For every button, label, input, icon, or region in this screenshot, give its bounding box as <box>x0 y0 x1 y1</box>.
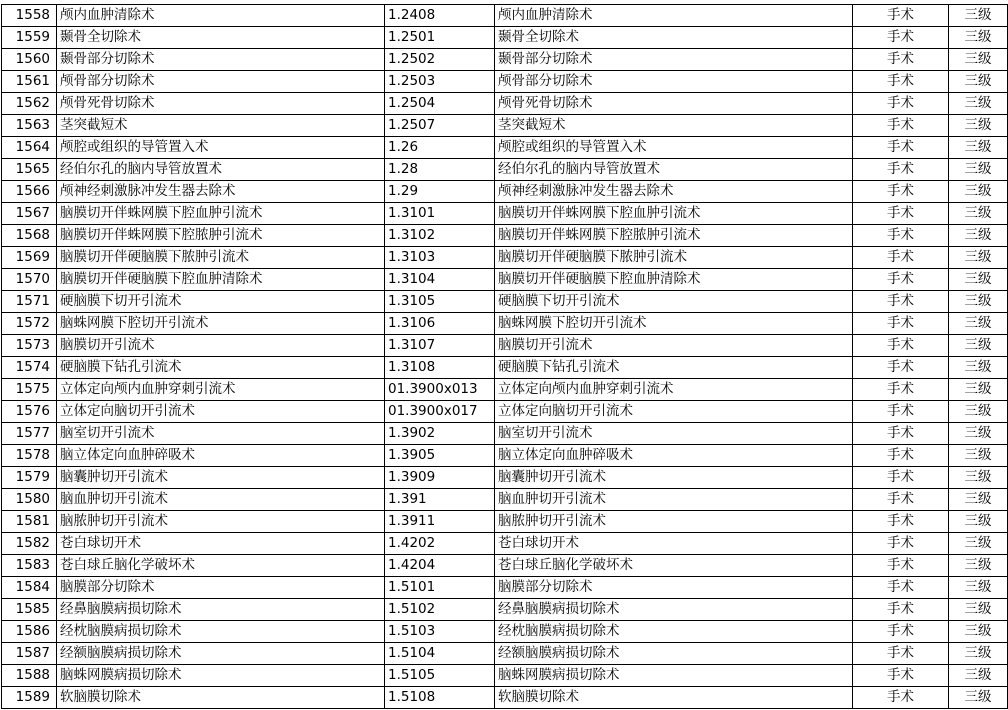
procedure-type-cell[interactable]: 手术 <box>853 115 949 137</box>
row-number-cell[interactable]: 1560 <box>2 49 57 71</box>
procedure-code-cell[interactable]: 1.3101 <box>385 203 495 225</box>
row-number-cell[interactable]: 1578 <box>2 445 57 467</box>
table-row <box>2 181 1008 203</box>
procedure-level-cell[interactable]: 三级 <box>949 247 1008 269</box>
procedure-name-standard-cell[interactable]: 软脑膜切除术 <box>495 687 853 709</box>
procedure-name-cell[interactable]: 脑立体定向血肿碎吸术 <box>57 445 385 467</box>
procedure-type-cell[interactable]: 手术 <box>853 643 949 665</box>
procedure-name-standard-cell[interactable]: 颞骨全切除术 <box>495 27 853 49</box>
table-row <box>2 401 1008 423</box>
table-row <box>2 643 1008 665</box>
procedure-name-cell[interactable]: 立体定向颅内血肿穿刺引流术 <box>57 379 385 401</box>
table-row <box>2 445 1008 467</box>
table-row <box>2 577 1008 599</box>
procedure-name-standard-cell[interactable]: 脑蛛网膜病损切除术 <box>495 665 853 687</box>
procedure-level-cell[interactable]: 三级 <box>949 467 1008 489</box>
procedure-code-cell[interactable]: 1.2501 <box>385 27 495 49</box>
procedure-name-cell[interactable]: 茎突截短术 <box>57 115 385 137</box>
procedure-name-standard-cell[interactable]: 硬脑膜下切开引流术 <box>495 291 853 313</box>
table-row <box>2 335 1008 357</box>
procedure-name-cell[interactable]: 脑膜切开伴蛛网膜下腔血肿引流术 <box>57 203 385 225</box>
table-row <box>2 621 1008 643</box>
table-row <box>2 71 1008 93</box>
procedure-code-cell[interactable]: 1.3104 <box>385 269 495 291</box>
row-number-cell[interactable]: 1573 <box>2 335 57 357</box>
procedure-name-standard-cell[interactable]: 颅腔或组织的导管置入术 <box>495 137 853 159</box>
table-row <box>2 489 1008 511</box>
procedure-code-cell[interactable]: 1.3902 <box>385 423 495 445</box>
row-number-cell[interactable]: 1577 <box>2 423 57 445</box>
procedure-name-standard-cell[interactable]: 经额脑膜病损切除术 <box>495 643 853 665</box>
procedure-name-standard-cell[interactable]: 经鼻脑膜病损切除术 <box>495 599 853 621</box>
procedure-code-cell[interactable]: 1.391 <box>385 489 495 511</box>
procedure-name-standard-cell[interactable]: 硬脑膜下钻孔引流术 <box>495 357 853 379</box>
procedure-type-cell[interactable]: 手术 <box>853 401 949 423</box>
table-row <box>2 555 1008 577</box>
table-row <box>2 159 1008 181</box>
procedure-level-cell[interactable]: 三级 <box>949 599 1008 621</box>
procedure-code-cell[interactable]: 1.5104 <box>385 643 495 665</box>
row-number-cell[interactable]: 1589 <box>2 687 57 709</box>
table-row <box>2 203 1008 225</box>
procedure-level-cell[interactable]: 三级 <box>949 379 1008 401</box>
procedure-level-cell[interactable]: 三级 <box>949 533 1008 555</box>
procedure-level-cell[interactable]: 三级 <box>949 489 1008 511</box>
procedure-type-cell[interactable]: 手术 <box>853 467 949 489</box>
procedure-name-standard-cell[interactable]: 脑膜切开伴蛛网膜下腔血肿引流术 <box>495 203 853 225</box>
procedure-type-cell[interactable]: 手术 <box>853 159 949 181</box>
table-row <box>2 5 1008 27</box>
procedure-code-cell[interactable]: 1.26 <box>385 137 495 159</box>
procedure-code-cell[interactable]: 1.3905 <box>385 445 495 467</box>
procedure-name-standard-cell[interactable]: 脑囊肿切开引流术 <box>495 467 853 489</box>
procedure-name-standard-cell[interactable]: 脑立体定向血肿碎吸术 <box>495 445 853 467</box>
procedure-code-cell[interactable]: 01.3900x017 <box>385 401 495 423</box>
procedure-level-cell[interactable]: 三级 <box>949 291 1008 313</box>
table-row <box>2 27 1008 49</box>
procedure-level-cell[interactable]: 三级 <box>949 115 1008 137</box>
procedure-name-cell[interactable]: 硬脑膜下切开引流术 <box>57 291 385 313</box>
procedure-level-cell[interactable]: 三级 <box>949 357 1008 379</box>
procedure-name-cell[interactable]: 脑膜切开伴硬脑膜下脓肿引流术 <box>57 247 385 269</box>
procedure-level-cell[interactable]: 三级 <box>949 335 1008 357</box>
row-number-cell[interactable]: 1569 <box>2 247 57 269</box>
procedure-type-cell[interactable]: 手术 <box>853 269 949 291</box>
procedure-level-cell[interactable]: 三级 <box>949 665 1008 687</box>
procedure-code-cell[interactable]: 1.2503 <box>385 71 495 93</box>
procedure-code-cell[interactable]: 1.3909 <box>385 467 495 489</box>
procedure-type-cell[interactable]: 手术 <box>853 335 949 357</box>
procedure-type-cell[interactable]: 手术 <box>853 533 949 555</box>
table-row <box>2 49 1008 71</box>
row-number-cell[interactable]: 1583 <box>2 555 57 577</box>
procedure-code-cell[interactable]: 1.4202 <box>385 533 495 555</box>
procedure-name-standard-cell[interactable]: 脑膜切开伴硬脑膜下脓肿引流术 <box>495 247 853 269</box>
procedure-name-cell[interactable]: 脑膜切开伴蛛网膜下腔脓肿引流术 <box>57 225 385 247</box>
procedure-name-standard-cell[interactable]: 颅内血肿清除术 <box>495 5 853 27</box>
procedure-type-cell[interactable]: 手术 <box>853 5 949 27</box>
procedure-code-cell[interactable]: 1.28 <box>385 159 495 181</box>
procedure-name-standard-cell[interactable]: 颅神经刺激脉冲发生器去除术 <box>495 181 853 203</box>
procedure-name-cell[interactable]: 苍白球丘脑化学破坏术 <box>57 555 385 577</box>
procedure-type-cell[interactable]: 手术 <box>853 203 949 225</box>
procedure-name-standard-cell[interactable]: 脑膜切开伴硬脑膜下腔血肿清除术 <box>495 269 853 291</box>
row-number-cell[interactable]: 1580 <box>2 489 57 511</box>
row-number-cell[interactable]: 1576 <box>2 401 57 423</box>
table-row <box>2 423 1008 445</box>
procedure-code-cell[interactable]: 1.3103 <box>385 247 495 269</box>
procedure-name-standard-cell[interactable]: 立体定向脑切开引流术 <box>495 401 853 423</box>
table-row <box>2 467 1008 489</box>
procedure-name-cell[interactable]: 脑膜切开引流术 <box>57 335 385 357</box>
procedure-name-cell[interactable]: 脑蛛网膜下腔切开引流术 <box>57 313 385 335</box>
row-number-cell[interactable]: 1588 <box>2 665 57 687</box>
row-number-cell[interactable]: 1582 <box>2 533 57 555</box>
table-row <box>2 687 1008 709</box>
row-number-cell[interactable]: 1571 <box>2 291 57 313</box>
procedure-level-cell[interactable]: 三级 <box>949 423 1008 445</box>
procedure-name-cell[interactable]: 脑室切开引流术 <box>57 423 385 445</box>
procedure-level-cell[interactable]: 三级 <box>949 687 1008 709</box>
procedure-name-cell[interactable]: 颅腔或组织的导管置入术 <box>57 137 385 159</box>
procedure-name-standard-cell[interactable]: 颞骨部分切除术 <box>495 49 853 71</box>
row-number-cell[interactable]: 1572 <box>2 313 57 335</box>
procedure-table <box>1 4 1008 709</box>
procedure-type-cell[interactable]: 手术 <box>853 445 949 467</box>
procedure-type-cell[interactable]: 手术 <box>853 665 949 687</box>
procedure-type-cell[interactable]: 手术 <box>853 27 949 49</box>
procedure-level-cell[interactable]: 三级 <box>949 71 1008 93</box>
procedure-name-cell[interactable]: 经枕脑膜病损切除术 <box>57 621 385 643</box>
procedure-code-cell[interactable]: 1.3107 <box>385 335 495 357</box>
procedure-code-cell[interactable]: 01.3900x013 <box>385 379 495 401</box>
procedure-level-cell[interactable]: 三级 <box>949 555 1008 577</box>
table-row <box>2 357 1008 379</box>
table-row <box>2 115 1008 137</box>
procedure-level-cell[interactable]: 三级 <box>949 401 1008 423</box>
procedure-type-cell[interactable]: 手术 <box>853 489 949 511</box>
procedure-name-cell[interactable]: 脑囊肿切开引流术 <box>57 467 385 489</box>
procedure-type-cell[interactable]: 手术 <box>853 577 949 599</box>
procedure-name-cell[interactable]: 硬脑膜下钻孔引流术 <box>57 357 385 379</box>
table-row <box>2 137 1008 159</box>
procedure-type-cell[interactable]: 手术 <box>853 137 949 159</box>
procedure-level-cell[interactable]: 三级 <box>949 643 1008 665</box>
row-number-cell[interactable]: 1587 <box>2 643 57 665</box>
procedure-type-cell[interactable]: 手术 <box>853 313 949 335</box>
procedure-name-cell[interactable]: 软脑膜切除术 <box>57 687 385 709</box>
row-number-cell[interactable]: 1558 <box>2 5 57 27</box>
table-row <box>2 511 1008 533</box>
procedure-code-cell[interactable]: 1.3105 <box>385 291 495 313</box>
procedure-level-cell[interactable]: 三级 <box>949 313 1008 335</box>
procedure-code-cell[interactable]: 1.2507 <box>385 115 495 137</box>
procedure-name-standard-cell[interactable]: 经伯尔孔的脑内导管放置术 <box>495 159 853 181</box>
procedure-name-standard-cell[interactable]: 脑血肿切开引流术 <box>495 489 853 511</box>
procedure-type-cell[interactable]: 手术 <box>853 357 949 379</box>
procedure-type-cell[interactable]: 手术 <box>853 291 949 313</box>
procedure-code-cell[interactable]: 1.2504 <box>385 93 495 115</box>
procedure-name-cell[interactable]: 脑血肿切开引流术 <box>57 489 385 511</box>
procedure-level-cell[interactable]: 三级 <box>949 5 1008 27</box>
table-row <box>2 599 1008 621</box>
procedure-level-cell[interactable]: 三级 <box>949 159 1008 181</box>
procedure-name-cell[interactable]: 颅神经刺激脉冲发生器去除术 <box>57 181 385 203</box>
procedure-name-cell[interactable]: 颞骨全切除术 <box>57 27 385 49</box>
row-number-cell[interactable]: 1566 <box>2 181 57 203</box>
procedure-name-standard-cell[interactable]: 脑膜切开伴蛛网膜下腔脓肿引流术 <box>495 225 853 247</box>
table-row <box>2 313 1008 335</box>
row-number-cell[interactable]: 1563 <box>2 115 57 137</box>
procedure-name-standard-cell[interactable]: 脑膜部分切除术 <box>495 577 853 599</box>
row-number-cell[interactable]: 1567 <box>2 203 57 225</box>
procedure-level-cell[interactable]: 三级 <box>949 445 1008 467</box>
table-row <box>2 225 1008 247</box>
row-number-cell[interactable]: 1559 <box>2 27 57 49</box>
procedure-type-cell[interactable]: 手术 <box>853 511 949 533</box>
procedure-name-standard-cell[interactable]: 茎突截短术 <box>495 115 853 137</box>
procedure-name-cell[interactable]: 颞骨部分切除术 <box>57 49 385 71</box>
procedure-name-cell[interactable]: 经鼻脑膜病损切除术 <box>57 599 385 621</box>
procedure-level-cell[interactable]: 三级 <box>949 225 1008 247</box>
row-number-cell[interactable]: 1568 <box>2 225 57 247</box>
procedure-level-cell[interactable]: 三级 <box>949 93 1008 115</box>
procedure-name-standard-cell[interactable]: 脑蛛网膜下腔切开引流术 <box>495 313 853 335</box>
row-number-cell[interactable]: 1562 <box>2 93 57 115</box>
procedure-code-cell[interactable]: 1.3102 <box>385 225 495 247</box>
procedure-type-cell[interactable]: 手术 <box>853 379 949 401</box>
procedure-code-cell[interactable]: 1.5103 <box>385 621 495 643</box>
table-row <box>2 93 1008 115</box>
procedure-code-cell[interactable]: 1.5105 <box>385 665 495 687</box>
procedure-type-cell[interactable]: 手术 <box>853 687 949 709</box>
procedure-code-cell[interactable]: 1.2408 <box>385 5 495 27</box>
procedure-name-cell[interactable]: 颅骨部分切除术 <box>57 71 385 93</box>
procedure-name-cell[interactable]: 脑蛛网膜病损切除术 <box>57 665 385 687</box>
procedure-level-cell[interactable]: 三级 <box>949 577 1008 599</box>
row-number-cell[interactable]: 1581 <box>2 511 57 533</box>
procedure-code-cell[interactable]: 1.3108 <box>385 357 495 379</box>
row-number-cell[interactable]: 1561 <box>2 71 57 93</box>
procedure-code-cell[interactable]: 1.5101 <box>385 577 495 599</box>
procedure-level-cell[interactable]: 三级 <box>949 27 1008 49</box>
procedure-name-standard-cell[interactable]: 经枕脑膜病损切除术 <box>495 621 853 643</box>
procedure-code-cell[interactable]: 1.3106 <box>385 313 495 335</box>
procedure-level-cell[interactable]: 三级 <box>949 511 1008 533</box>
procedure-name-standard-cell[interactable]: 立体定向颅内血肿穿刺引流术 <box>495 379 853 401</box>
procedure-name-cell[interactable]: 脑膜切开伴硬脑膜下腔血肿清除术 <box>57 269 385 291</box>
row-number-cell[interactable]: 1570 <box>2 269 57 291</box>
procedure-type-cell[interactable]: 手术 <box>853 247 949 269</box>
procedure-type-cell[interactable]: 手术 <box>853 181 949 203</box>
procedure-level-cell[interactable]: 三级 <box>949 181 1008 203</box>
procedure-level-cell[interactable]: 三级 <box>949 49 1008 71</box>
procedure-code-cell[interactable]: 1.29 <box>385 181 495 203</box>
procedure-name-cell[interactable]: 脑脓肿切开引流术 <box>57 511 385 533</box>
procedure-type-cell[interactable]: 手术 <box>853 49 949 71</box>
procedure-name-cell[interactable]: 经伯尔孔的脑内导管放置术 <box>57 159 385 181</box>
table-row <box>2 291 1008 313</box>
procedure-name-standard-cell[interactable]: 颅骨死骨切除术 <box>495 93 853 115</box>
row-number-cell[interactable]: 1564 <box>2 137 57 159</box>
procedure-type-cell[interactable]: 手术 <box>853 599 949 621</box>
procedure-name-cell[interactable]: 颅内血肿清除术 <box>57 5 385 27</box>
row-number-cell[interactable]: 1584 <box>2 577 57 599</box>
procedure-type-cell[interactable]: 手术 <box>853 555 949 577</box>
table-row <box>2 247 1008 269</box>
procedure-name-cell[interactable]: 颅骨死骨切除术 <box>57 93 385 115</box>
procedure-name-cell[interactable]: 立体定向脑切开引流术 <box>57 401 385 423</box>
procedure-name-standard-cell[interactable]: 脑膜切开引流术 <box>495 335 853 357</box>
procedure-level-cell[interactable]: 三级 <box>949 137 1008 159</box>
table-row <box>2 269 1008 291</box>
procedure-level-cell[interactable]: 三级 <box>949 621 1008 643</box>
procedure-name-standard-cell[interactable]: 苍白球切开术 <box>495 533 853 555</box>
procedure-level-cell[interactable]: 三级 <box>949 203 1008 225</box>
procedure-code-cell[interactable]: 1.4204 <box>385 555 495 577</box>
row-number-cell[interactable]: 1575 <box>2 379 57 401</box>
procedure-code-cell[interactable]: 1.3911 <box>385 511 495 533</box>
procedure-table-body <box>2 5 1008 709</box>
procedure-code-cell[interactable]: 1.2502 <box>385 49 495 71</box>
procedure-type-cell[interactable]: 手术 <box>853 621 949 643</box>
row-number-cell[interactable]: 1565 <box>2 159 57 181</box>
procedure-name-standard-cell[interactable]: 脑室切开引流术 <box>495 423 853 445</box>
procedure-level-cell[interactable]: 三级 <box>949 269 1008 291</box>
procedure-name-standard-cell[interactable]: 颅骨部分切除术 <box>495 71 853 93</box>
procedure-name-standard-cell[interactable]: 苍白球丘脑化学破坏术 <box>495 555 853 577</box>
row-number-cell[interactable]: 1579 <box>2 467 57 489</box>
table-row <box>2 533 1008 555</box>
procedure-type-cell[interactable]: 手术 <box>853 71 949 93</box>
row-number-cell[interactable]: 1585 <box>2 599 57 621</box>
procedure-type-cell[interactable]: 手术 <box>853 93 949 115</box>
procedure-code-cell[interactable]: 1.5102 <box>385 599 495 621</box>
procedure-name-cell[interactable]: 苍白球切开术 <box>57 533 385 555</box>
table-row <box>2 665 1008 687</box>
row-number-cell[interactable]: 1586 <box>2 621 57 643</box>
row-number-cell[interactable]: 1574 <box>2 357 57 379</box>
procedure-code-cell[interactable]: 1.5108 <box>385 687 495 709</box>
table-row <box>2 379 1008 401</box>
procedure-type-cell[interactable]: 手术 <box>853 225 949 247</box>
procedure-name-cell[interactable]: 经额脑膜病损切除术 <box>57 643 385 665</box>
procedure-name-standard-cell[interactable]: 脑脓肿切开引流术 <box>495 511 853 533</box>
procedure-type-cell[interactable]: 手术 <box>853 423 949 445</box>
procedure-name-cell[interactable]: 脑膜部分切除术 <box>57 577 385 599</box>
